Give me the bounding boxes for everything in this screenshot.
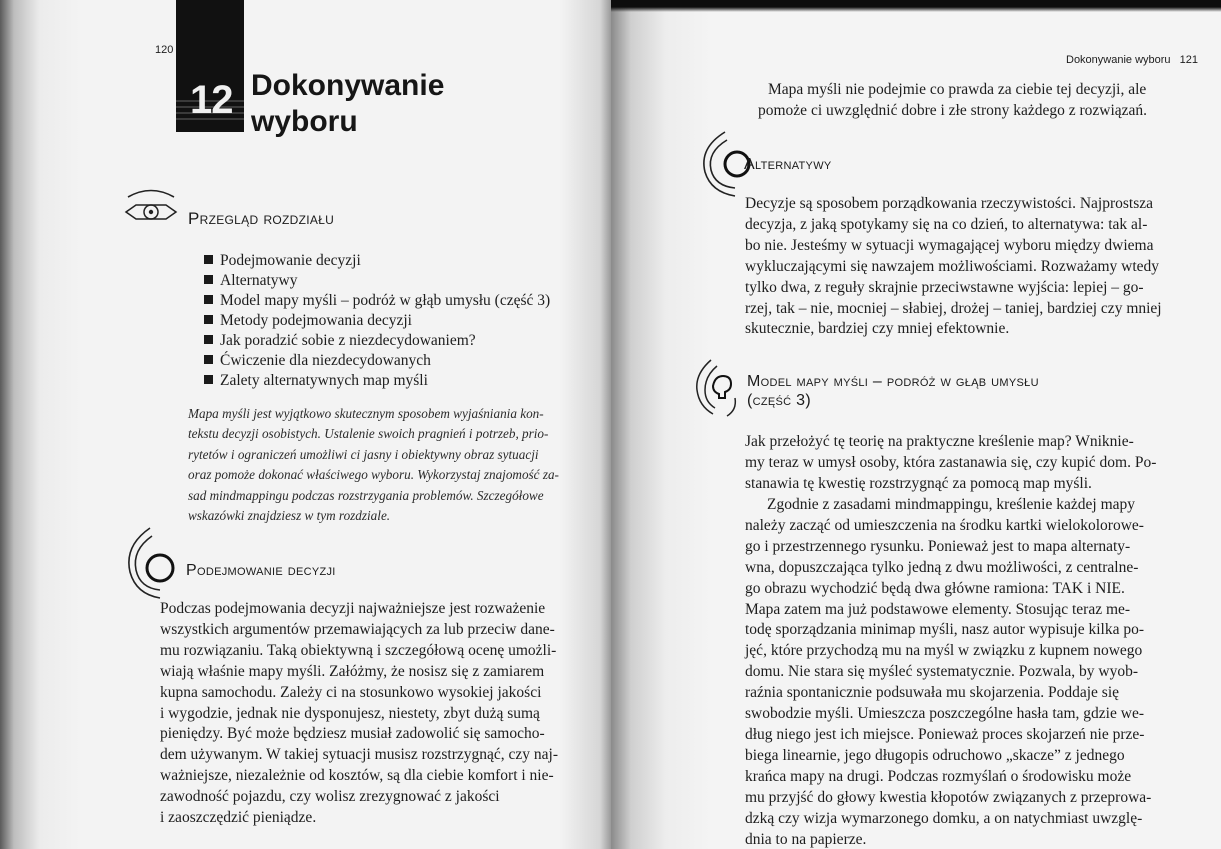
eye-icon [122, 188, 180, 224]
page-number-left: 120 [155, 44, 174, 56]
heading-line: Model mapy myśli – podróż w głąb umysłu [747, 373, 1039, 390]
running-header-title: Dokonywanie wyboru [1066, 54, 1171, 66]
model-paragraph-1 [745, 432, 1167, 495]
bullet-square-icon [204, 295, 213, 304]
bullet-square-icon [204, 255, 213, 264]
text-line: Decyzje są sposobem porządkowania rzeczywistości. Najprostsza [745, 195, 1154, 212]
text-line: go i przestrzennego rysunku. Ponieważ jest to mapa alternaty- [745, 537, 1131, 555]
model-paragraph-2 [745, 495, 1167, 849]
text-line: wiają właśnie mapy myśli. Załóżmy, że nosisz się z zamiarem [160, 662, 545, 680]
list-item: Alternatywy [204, 271, 550, 291]
text-line: Mapa myśli nie podejmie co prawda za ciebie tej decyzji, ale [768, 81, 1147, 98]
section-heading-decision: Podejmowanie decyzji [186, 562, 336, 579]
intro-line: rytetów i ograniczeń umożliwi ci jasny i obiektywny obraz sytuacji [188, 446, 539, 462]
chapter-title-line2: wyboru [251, 105, 358, 138]
overview-list [204, 251, 550, 391]
overview-heading: Przegląd rozdziału [188, 209, 335, 228]
bullet-square-icon [204, 275, 213, 284]
bullet-square-icon [204, 335, 213, 344]
text-line: należy zacząć od umieszczenia na środku kartki wielokolorowe- [745, 516, 1144, 534]
page-number-right: 121 [1179, 54, 1198, 66]
text-line: my teraz w umysł osoby, która zastanawia się, czy kupić dom. Po- [745, 453, 1157, 471]
text-line: tylko dwa, z reguły skrajnie przeciwstawne wyjścia: lepiej – go- [745, 278, 1144, 296]
text-line: domu. Nie stara się myśleć systematycznie. Pozwala, by wyob- [745, 663, 1138, 681]
chapter-number: 12 [190, 78, 233, 122]
list-item: Model mapy myśli – podróż w głąb umysłu (część 3) [204, 291, 550, 311]
text-line: skutecznie, bardziej czy mniej efektownie. [745, 320, 1010, 338]
text-line: wna, dopuszczająca tylko jedną z dwu możliwości, z centralne- [745, 558, 1139, 576]
running-header [1066, 54, 1198, 66]
bullet-square-icon [204, 315, 213, 324]
text-line: dzką czy wizja wymarzonego domku, a on natychmiast uwzglę- [745, 809, 1143, 827]
intro-line: wskazówki znajdziesz w tym rozdziale. [188, 508, 391, 524]
chapter-title-line1: Dokonywanie [251, 69, 445, 102]
text-line: wykluczającymi się nawzajem możliwościami. Rozważamy wtedy [745, 257, 1160, 275]
intro-line: Mapa myśli jest wyjątkowo skutecznym sposobem wyjaśniania kon- [188, 406, 544, 421]
text-line: swobodzie myśli. Umieszcza poszczególne hasła tam, gdzie we- [745, 705, 1144, 723]
list-item: Metody podejmowania decyzji [204, 311, 550, 331]
text-line: dług niego jest ich miejsce. Ponieważ proces skojarzeń nie prze- [745, 725, 1145, 743]
text-line: krańca mapy na drugi. Podczas rozmyślań o środowisku może [745, 767, 1132, 785]
text-line: ważniejsze, niezależnie od kosztów, są dla ciebie komfort i nie- [160, 767, 554, 785]
section-heading-model [747, 372, 1039, 410]
text-line: wszystkich argumentów przemawiających za lub przeciw dane- [160, 620, 555, 638]
list-item: Podejmowanie decyzji [204, 251, 550, 271]
intro-line: tekstu decyzji osobistych. Ustalenie swoich pragnień i potrzeb, prio- [188, 426, 549, 442]
text-line: mu rozwiązaniu. Taką obiektywną i szczegółową ocenę umożli- [160, 641, 557, 659]
text-line: Jak przełożyć tę teorię na praktyczne kreślenie map? Wniknie- [745, 433, 1134, 450]
text-line: raźnia spontanicznie podsuwała mu skojarzenia. Poddaje się [745, 684, 1120, 702]
head-section-icon [691, 356, 747, 420]
text-line: zawodność pojazdu, czy wolisz zrezygnować z jakości [160, 788, 500, 806]
text-line: dnia to na papierze. [745, 830, 867, 848]
text-line: bo nie. Jesteśmy w sytuacji wymagającej wyboru między dwiema [745, 236, 1154, 254]
decision-paragraph [160, 599, 600, 829]
bullet-square-icon [204, 355, 213, 364]
list-item: Jak poradzić sobie z niezdecydowaniem? [204, 331, 550, 351]
intro-line: sad mindmappingu podczas rozstrzygania problemów. Szczegółowe [188, 487, 544, 503]
text-line: kupna samochodu. Zależy ci na stosunkowo wysokiej jakości [160, 683, 542, 701]
text-line: rzej, tak – nie, mocniej – słabiej, drożej – taniej, bardziej czy mniej [745, 299, 1162, 317]
list-item: Ćwiczenie dla niezdecydowanych [204, 351, 550, 371]
text-line: Mapa zatem ma już podstawowe elementy. Stosując teraz me- [745, 600, 1131, 618]
text-line: jęć, które przychodzą mu na myśl w związku z kupnem nowego [745, 642, 1143, 660]
chapter-intro [188, 404, 598, 526]
text-line: pomoże ci uwzględnić dobre i złe strony każdego z rozwiązań. [758, 101, 1148, 119]
section-heading-alternatives: Alternatywy [744, 156, 832, 173]
text-line: i wygodzie, jednak nie dysponujesz, niestety, zbyt dużą sumą [160, 704, 540, 722]
text-line: Zgodnie z zasadami mindmappingu, kreślenie każdej mapy [767, 496, 1136, 513]
heading-line: (część 3) [747, 392, 811, 409]
text-line: Podczas podejmowania decyzji najważniejsze jest rozważenie [160, 600, 546, 617]
bullet-square-icon [204, 375, 213, 384]
text-line: pieniędzy. Być może będziesz musiał zadowolić się samocho- [160, 725, 545, 743]
text-line: todę sporządzania minimap myśli, nasz autor wypisuje kilka po- [745, 621, 1145, 639]
chapter-title [251, 68, 444, 140]
spiral-section-icon [120, 524, 184, 602]
opening-paragraph [758, 80, 1178, 122]
text-line: go obrazu wychodzić będą dwa główne ramiona: TAK i NIE. [745, 579, 1125, 597]
right-page [611, 0, 1221, 849]
text-line: mu przyjść do głowy kwestia kłopotów związanych z przeprowa- [745, 788, 1152, 806]
text-line: decyzja, z jaką spotykamy się na co dzień, to alternatywa: tak al- [745, 215, 1148, 233]
text-line: dem używanym. W takiej sytuacji musisz rozstrzygnąć, czy naj- [160, 746, 558, 764]
list-item: Zalety alternatywnych map myśli [204, 371, 550, 391]
intro-line: oraz pomoże dokonać właściwego wyboru. Wykorzystaj znajomość za- [188, 467, 559, 483]
text-line: biega linearnie, jego długopis odruchowo „skacze” z jednego [745, 746, 1125, 764]
text-line: stanawia tę kwestię rozstrzygnąć za pomocą map myśli. [745, 474, 1092, 492]
alternatives-paragraph [745, 194, 1167, 340]
text-line: i zaoszczędzić pieniądze. [160, 809, 317, 827]
